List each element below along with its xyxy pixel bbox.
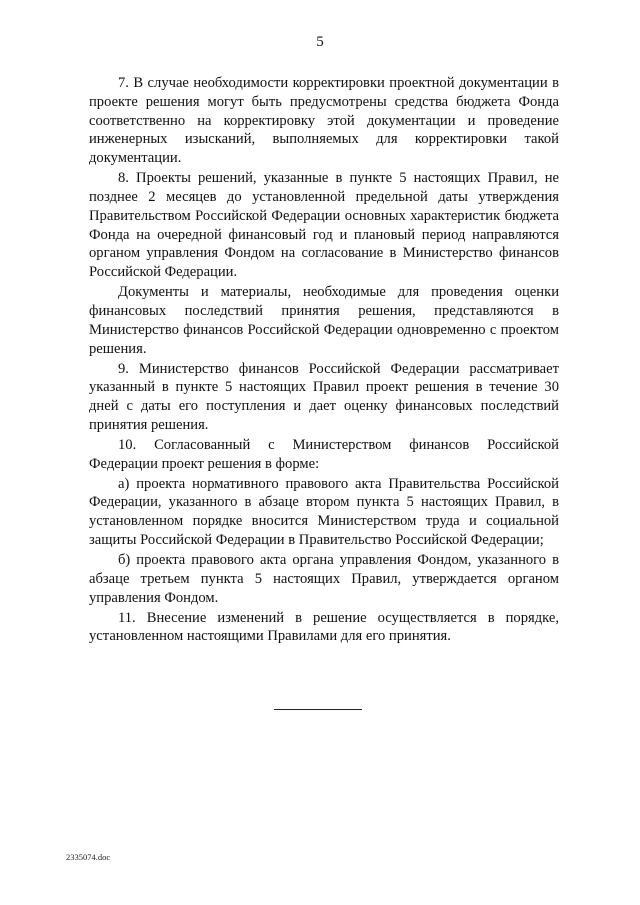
document-file-id: 2335074.doc: [66, 852, 111, 862]
paragraph-8: 8. Проекты решений, указанные в пункте 5 настоящих Правил, не позднее 2 месяцев до установленной предельной даты утверждения Правительством Российской Федерации основных характеристик бюджета Фонда на очередной финансовый год и плановый период направляются органом управления Фондом на согласование в Министерство финансов Российской Федерации.: [89, 170, 559, 281]
paragraph-10-b: б) проекта правового акта органа управления Фондом, указанного в абзаце третьем пункта 5 настоящих Правил, утверждается органом управления Фондом.: [89, 552, 559, 606]
paragraph-7: 7. В случае необходимости корректировки проектной документации в проекте решения могут быть предусмотрены средства бюджета Фонда соответственно на корректировку этой документации и проведение инженерных изысканий, выполняемых для корректировки такой документации.: [89, 75, 559, 167]
paragraph-10-a: а) проекта нормативного правового акта Правительства Российской Федерации, указанного в абзаце втором пункта 5 настоящих Правил, в установленном порядке вносится Министерством труда и социальной защиты Российской Федерации в Правительство Российской Федерации;: [89, 475, 559, 549]
end-divider: [274, 709, 362, 710]
paragraph-10: 10. Согласованный с Министерством финансов Российской Федерации проект решения в форме:: [89, 436, 559, 472]
paragraph-8-documents: Документы и материалы, необходимые для проведения оценки финансовых последствий принятия решения, представляются в Министерство финансов Российской Федерации одновременно с проектом решения.: [89, 284, 559, 357]
page-number: 5: [316, 34, 324, 50]
paragraph-11: 11. Внесение изменений в решение осуществляется в порядке, установленном настоящими Правилами для его принятия.: [89, 609, 559, 645]
document-body: [89, 74, 559, 647]
paragraph-9: 9. Министерство финансов Российской Федерации рассматривает указанный в пункте 5 настоящих Правил проект решения в течение 30 дней с даты его поступления и дает оценку финансовых последствий принятия решения.: [89, 360, 559, 433]
